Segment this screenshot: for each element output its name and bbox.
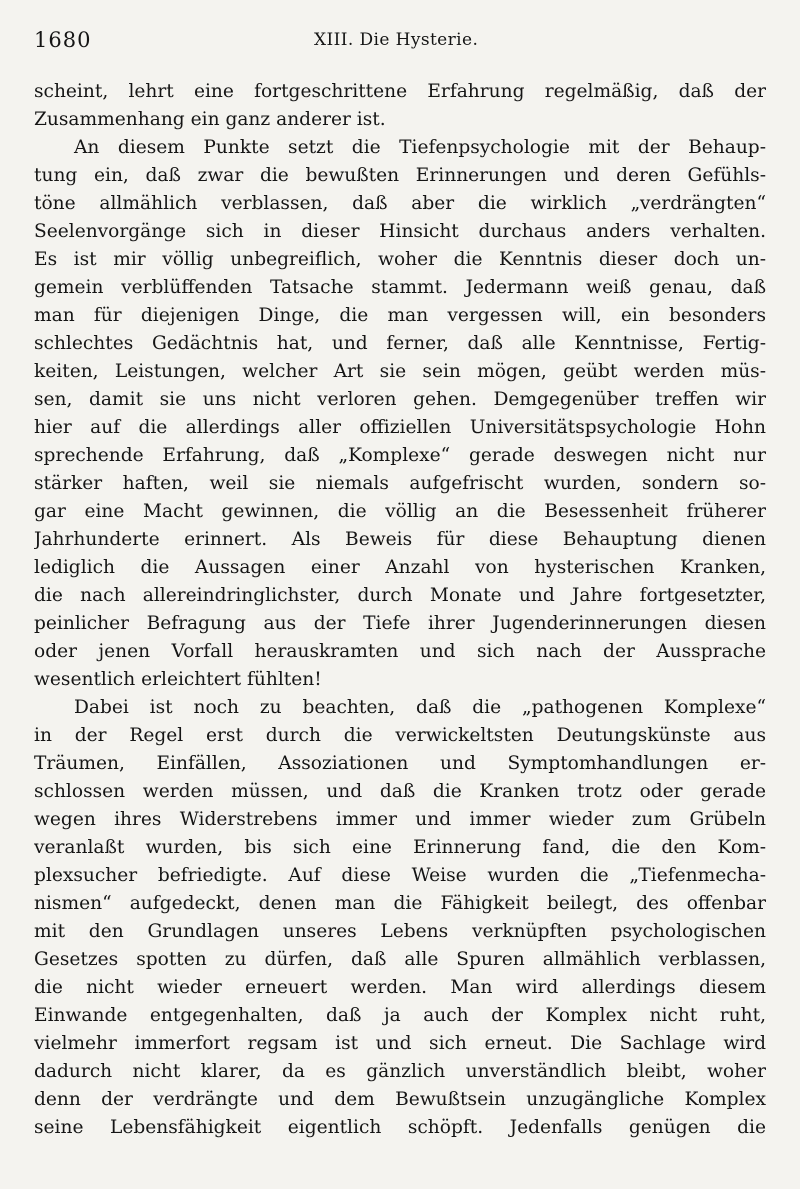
text-line: gemein verblüffenden Tatsache stammt. Jedermann weiß genau, daß — [34, 277, 766, 298]
page-number: 1680 — [34, 28, 92, 52]
text-line: gar eine Macht gewinnen, die völlig an die Besessenheit früherer — [34, 501, 766, 522]
text-line: Jahrhunderte erinnert. Als Beweis für diese Behauptung dienen — [34, 529, 766, 550]
text-line: Seelenvorgänge sich in dieser Hinsicht durchaus anders verhalten. — [34, 221, 766, 242]
paragraph — [34, 694, 766, 1142]
text-line: peinlicher Befragung aus der Tiefe ihrer Jugenderinnerungen diesen — [34, 613, 766, 634]
text-line: vielmehr immerfort regsam ist und sich erneut. Die Sachlage wird — [34, 1033, 766, 1054]
text-line: wesentlich erleichtert fühlten! — [34, 669, 322, 690]
text-line: An diesem Punkte setzt die Tiefenpsychologie mit der Behaup- — [74, 137, 766, 158]
text-line: stärker haften, weil sie niemals aufgefrischt wurden, sondern so- — [34, 473, 766, 494]
text-line: wegen ihres Widerstrebens immer und immer wieder zum Grübeln — [34, 809, 766, 830]
text-line: veranlaßt wurden, bis sich eine Erinnerung fand, die den Kom- — [34, 837, 766, 858]
text-line: oder jenen Vorfall herauskramten und sich nach der Aussprache — [34, 641, 766, 662]
text-line: die nach allereindringlichster, durch Monate und Jahre fortgesetzter, — [34, 585, 766, 606]
text-line: lediglich die Aussagen einer Anzahl von hysterischen Kranken, — [34, 557, 766, 578]
text-line: seine Lebensfähigkeit eigentlich schöpft. Jedenfalls genügen die — [34, 1117, 766, 1138]
text-line: Es ist mir völlig unbegreiflich, woher die Kenntnis dieser doch un- — [34, 249, 766, 270]
text-line: in der Regel erst durch die verwickeltsten Deutungskünste aus — [34, 725, 766, 746]
text-line: hier auf die allerdings aller offiziellen Universitätspsychologie Hohn — [34, 417, 766, 438]
text-line: nismen“ aufgedeckt, denen man die Fähigkeit beilegt, des offenbar — [34, 893, 766, 914]
text-line: plexsucher befriedigte. Auf diese Weise wurden die „Tiefenmecha- — [34, 865, 766, 886]
text-line: sen, damit sie uns nicht verloren gehen. Demgegenüber treffen wir — [34, 389, 766, 410]
text-line: Gesetzes spotten zu dürfen, daß alle Spuren allmählich verblassen, — [34, 949, 766, 970]
text-line: töne allmählich verblassen, daß aber die wirklich „verdrängten“ — [34, 193, 766, 214]
text-line: Träumen, Einfällen, Assoziationen und Symptomhandlungen er- — [34, 753, 766, 774]
text-line: sprechende Erfahrung, daß „Komplexe“ gerade deswegen nicht nur — [34, 445, 766, 466]
text-line: keiten, Leistungen, welcher Art sie sein mögen, geübt werden müs- — [34, 361, 766, 382]
text-line: mit den Grundlagen unseres Lebens verknüpften psychologischen — [34, 921, 766, 942]
page-header — [34, 28, 766, 60]
text-line: Zusammenhang ein ganz anderer ist. — [34, 109, 386, 130]
text-line: tung ein, daß zwar die bewußten Erinnerungen und deren Gefühls- — [34, 165, 766, 186]
body-text — [34, 78, 766, 1142]
text-line: Einwande entgegenhalten, daß ja auch der Komplex nicht ruht, — [34, 1005, 766, 1026]
running-title: XIII. Die Hysterie. — [314, 30, 479, 50]
text-line: schlossen werden müssen, und daß die Kranken trotz oder gerade — [34, 781, 766, 802]
text-line: man für diejenigen Dinge, die man vergessen will, ein besonders — [34, 305, 766, 326]
paragraph — [34, 78, 766, 134]
text-line: schlechtes Gedächtnis hat, und ferner, daß alle Kenntnisse, Fertig- — [34, 333, 766, 354]
text-line: dadurch nicht klarer, da es gänzlich unverständlich bleibt, woher — [34, 1061, 766, 1082]
text-line: Dabei ist noch zu beachten, daß die „pathogenen Komplexe“ — [74, 697, 766, 718]
text-line: denn der verdrängte und dem Bewußtsein unzugängliche Komplex — [34, 1089, 766, 1110]
text-line: die nicht wieder erneuert werden. Man wird allerdings diesem — [34, 977, 766, 998]
paragraph — [34, 134, 766, 694]
text-line: scheint, lehrt eine fortgeschrittene Erfahrung regelmäßig, daß der — [34, 81, 766, 102]
